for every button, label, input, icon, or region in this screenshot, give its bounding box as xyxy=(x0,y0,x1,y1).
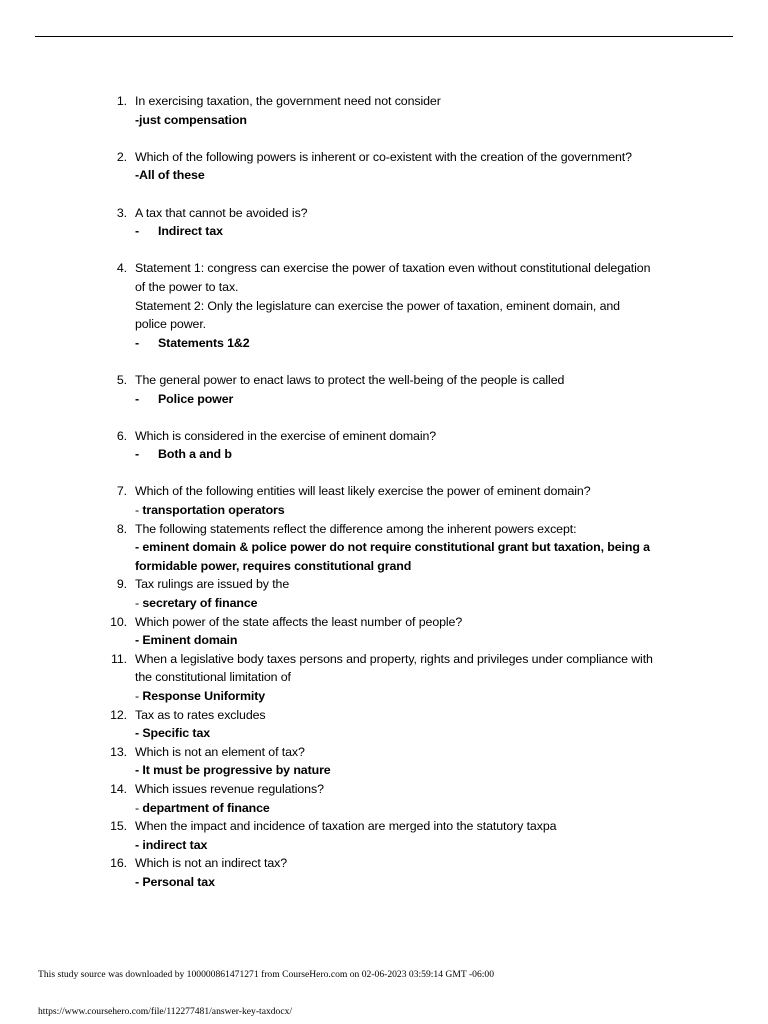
answer-text: - Eminent domain xyxy=(135,633,238,648)
question-number: 5. xyxy=(116,372,127,387)
question-number: 11. xyxy=(110,651,127,666)
question-number: 3. xyxy=(116,205,127,220)
answer-value: Police power xyxy=(158,391,234,406)
question-text: The general power to enact laws to protect the well-being of the people is called xyxy=(135,372,565,387)
answer-prefix: - xyxy=(135,689,143,703)
question-text: Which of the following powers is inherent or co-existent with the creation of the government? xyxy=(135,149,632,164)
question-text: The following statements reflect the difference among the inherent powers except: xyxy=(135,521,577,536)
question-number: 16. xyxy=(110,856,127,871)
question-number: 15. xyxy=(110,819,127,834)
answer-value: department of finance xyxy=(142,800,270,815)
download-notice: This study source was downloaded by 100000861471271 from CourseHero.com on 02-06-2023 03:59:14 GMT -06:00 xyxy=(38,969,495,980)
question-number: 1. xyxy=(116,94,127,108)
answer-value: secretary of finance xyxy=(142,596,258,611)
header-rule xyxy=(35,36,733,37)
question-text: Which is not an indirect tax? xyxy=(135,856,288,871)
question-number: 14. xyxy=(110,781,127,796)
question-number: 8. xyxy=(116,521,127,536)
question-item xyxy=(108,148,693,185)
answer-text xyxy=(135,390,693,409)
answer-prefix: - xyxy=(135,596,143,611)
question-item xyxy=(108,482,693,519)
question-number: 12. xyxy=(110,707,127,722)
answer-text: -All of these xyxy=(135,168,205,183)
question-text: In exercising taxation, the government need not consider xyxy=(135,94,441,108)
question-text: Which of the following entities will least likely exercise the power of eminent domain? xyxy=(135,484,591,499)
answer-text: -just compensation xyxy=(135,112,247,127)
answer-dash: - xyxy=(135,391,140,406)
answer-dash: - xyxy=(135,224,140,239)
answer-text: - It must be progressive by nature xyxy=(135,763,331,778)
answer-value: transportation operators xyxy=(142,503,285,518)
question-text: Tax as to rates excludes xyxy=(135,707,266,722)
answer-value: Both a and b xyxy=(158,447,232,462)
question-text: Statement 1: congress can exercise the power of taxation even without constitutional delegation of the power to tax. Statement 2: Only the legislature can exercise the power of taxation, eminent domain, and police power. xyxy=(135,261,651,332)
question-item xyxy=(108,854,693,891)
question-item xyxy=(108,743,693,780)
question-item xyxy=(108,650,693,706)
answer-text xyxy=(135,501,693,520)
answer-text: - Personal tax xyxy=(135,874,215,889)
answer-text xyxy=(135,799,693,818)
answer-text xyxy=(135,334,693,353)
question-item xyxy=(108,371,693,408)
answer-text xyxy=(135,687,693,706)
question-text: When the impact and incidence of taxation are merged into the statutory taxpa xyxy=(135,819,557,834)
question-text: Tax rulings are issued by the xyxy=(135,577,290,592)
question-number: 10. xyxy=(110,614,127,629)
question-item xyxy=(108,520,693,576)
answer-value: Statements 1&2 xyxy=(158,335,250,350)
question-item xyxy=(108,706,693,743)
question-item xyxy=(108,817,693,854)
answer-value: Indirect tax xyxy=(158,224,223,239)
answer-text xyxy=(135,222,693,241)
question-item xyxy=(108,613,693,650)
question-item xyxy=(108,575,693,612)
answer-text xyxy=(135,594,693,613)
answer-prefix: - xyxy=(135,503,143,518)
question-item xyxy=(108,427,693,464)
question-number: 2. xyxy=(116,149,127,164)
question-text: Which power of the state affects the least number of people? xyxy=(135,614,463,629)
answer-dash: - xyxy=(135,335,140,350)
question-text: Which is considered in the exercise of eminent domain? xyxy=(135,428,437,443)
question-item xyxy=(108,780,693,817)
answer-prefix: - xyxy=(135,800,143,815)
answer-text: - Specific tax xyxy=(135,726,211,741)
question-number: 9. xyxy=(116,577,127,592)
answer-value: Response Uniformity xyxy=(142,689,266,703)
question-item xyxy=(108,204,693,241)
answer-dash: - xyxy=(135,447,140,462)
question-number: 4. xyxy=(116,261,127,276)
question-item xyxy=(108,92,693,129)
source-url[interactable]: https://www.coursehero.com/file/112277481/answer-key-taxdocx/ xyxy=(38,1006,293,1017)
question-text: Which issues revenue regulations? xyxy=(135,781,324,796)
question-number: 13. xyxy=(110,744,127,759)
question-list xyxy=(108,92,693,892)
question-number: 6. xyxy=(116,428,127,443)
question-text: Which is not an element of tax? xyxy=(135,744,305,759)
question-text: A tax that cannot be avoided is? xyxy=(135,205,308,220)
answer-text xyxy=(135,445,693,464)
question-number: 7. xyxy=(116,484,127,499)
answer-text: - indirect tax xyxy=(135,837,208,852)
question-text: When a legislative body taxes persons and property, rights and privileges under compliance with the constitutional limitation of xyxy=(135,651,653,685)
question-item xyxy=(108,259,693,352)
answer-text: - eminent domain & police power do not require constitutional grant but taxation, being a formidable power, requires constitutional grand xyxy=(135,540,650,573)
